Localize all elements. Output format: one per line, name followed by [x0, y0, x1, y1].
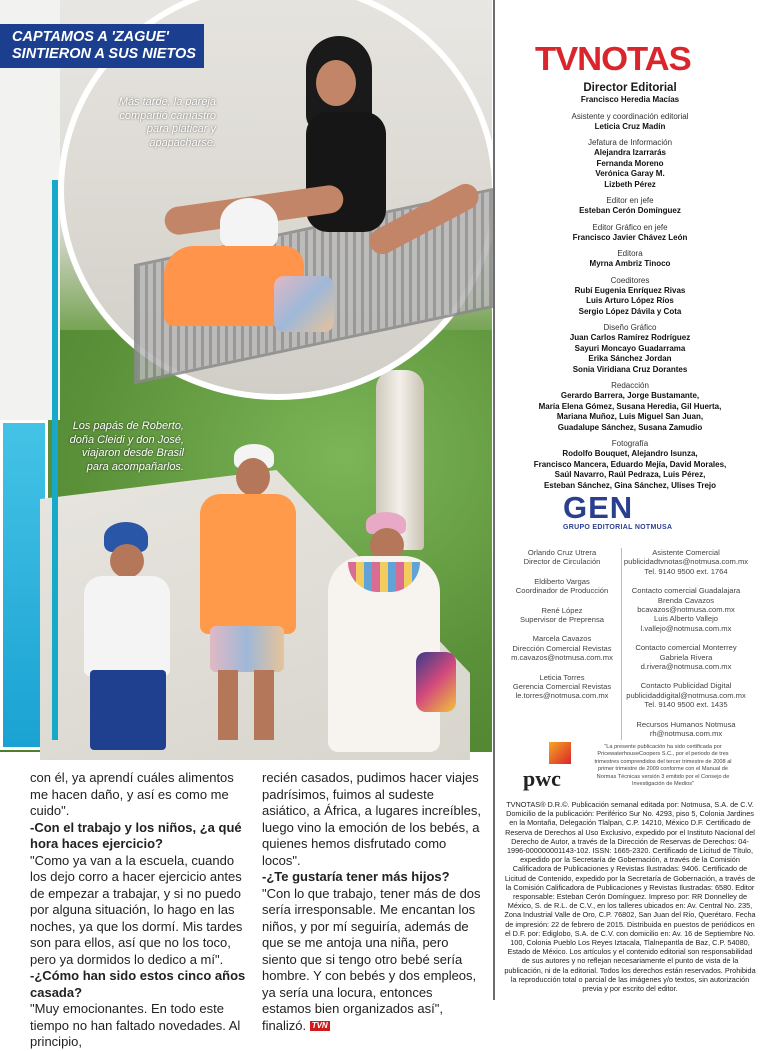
contact-line: rh@notmusa.com.mx [649, 729, 723, 739]
caption-inset: Más tarde, la pareja compartió camastro para platicar y apapacharse. [118, 96, 216, 149]
contact-group [623, 548, 749, 576]
pwc-logo-mark [549, 742, 571, 764]
staff-name: Gerardo Barrera, Jorge Bustamante, [560, 391, 700, 400]
staff-name: Rodolfo Bouquet, Alejandro Isunza, [562, 449, 698, 458]
contact-line: l.vallejo@notmusa.com.mx [640, 623, 732, 633]
contact-line: d.rivera@notmusa.com.mx [640, 662, 732, 672]
pwc-certification-note: "La presente publicación ha sido certificada por PricewaterhouseCoopers S.C., por el periodo de tres trimestres comprendidos del tercer trimestre de 2008 al primer trimestre de 2009 conforme con el Manual de Normas Técnicas versión 3 emitido por el Consejo de Investigación de Medios" [594, 744, 732, 788]
headline-banner: CAPTAMOS A 'ZAGUE' SINTIERON A SUS NIETOS [0, 24, 204, 68]
gen-logo-word: GEN [563, 490, 634, 525]
staff-role: Asistente y coordinación editorial [571, 111, 689, 121]
main-photo [0, 0, 492, 752]
contact-line: publicidadtvnotas@notmusa.com.mx [623, 557, 749, 567]
staff-role: Editor Gráfico en jefe [592, 222, 668, 232]
staff-name: Sayuri Moncayo Guadarrama [574, 343, 686, 353]
article-column-1 [30, 770, 252, 1051]
contact-group [623, 586, 749, 633]
contact-group [503, 606, 621, 625]
caption-parents: Los papás de Roberto, doña Cleidi y don José, viajaron desde Brasil para acompañarlos. [69, 420, 184, 473]
contact-line: Gerencia Comercial Revistas [512, 682, 612, 692]
staff-name: Esteban Sánchez, Gina Sánchez, Ulises Trejo [543, 480, 717, 490]
man-white-cap [154, 186, 354, 386]
contact-line: Leticia Torres [539, 672, 585, 682]
contact-line: Gabriela Rivera [659, 652, 713, 662]
staff-name: Francisco Javier Chávez León [572, 232, 688, 242]
contacts-divider [621, 548, 622, 740]
person-blue-hat [72, 520, 182, 750]
staff-role: Coeditores [610, 275, 650, 285]
article-paragraph: con él, ya aprendí cuáles alimentos me hacen daño, y así es como me cuido". [30, 770, 234, 818]
article-paragraph: recién casados, pudimos hacer viajes padrísimos, fuimos al sudeste asiático, a África, a lugares increíbles, luego vino la emoción de los bebés, a quienes hemos disfrutado como locos". [262, 770, 481, 868]
gen-logo-subtitle: GRUPO EDITORIAL NOTMUSA [563, 524, 673, 531]
contact-line: Brenda Cavazos [657, 595, 715, 605]
contact-line: bcavazos@notmusa.com.mx [637, 605, 735, 615]
interview-question: -Con el trabajo y los niños, ¿a qué hora haces ejercicio? [30, 819, 242, 851]
staff-name: Fernanda Moreno [596, 158, 664, 168]
contact-group [623, 643, 749, 671]
contact-line: le.torres@notmusa.com.mx [515, 691, 609, 701]
contact-line: Orlando Cruz Utrera [527, 548, 597, 557]
contact-group [503, 673, 621, 701]
contact-line: publicidaddigital@notmusa.com.mx [626, 690, 746, 700]
contact-line: Contacto comercial Guadalajara [631, 586, 741, 596]
contact-line: Asistente Comercial [652, 548, 720, 557]
person-orange-shirt [196, 440, 306, 740]
pwc-logo-word: pwc [523, 766, 561, 791]
contact-line: Coordinador de Producción [515, 586, 609, 596]
staff-name: Alejandra Izarrarás [593, 148, 667, 157]
contact-group [503, 548, 621, 567]
staff-role: Jefatura de Información [587, 138, 673, 147]
accent-line [52, 180, 58, 740]
staff-name: Rubí Eugenia Enríquez Rivas [574, 285, 686, 295]
article-paragraph: "Como ya van a la escuela, cuando los dejo corro a hacer ejercicio antes de empezar a trabajar, y si no puedo por alguna situación, lo hago en las noches, ya que los dormí. Mis tardes son para ellos, así que no los toco, pero ya dormidos lo dedico a mí". [30, 852, 243, 967]
interview-question: -¿Te gustaría tener más hijos? [262, 869, 450, 884]
legal-notice: TVNOTAS® D.R.©. Publicación semanal editada por: Notmusa, S.A. de C.V. Domicilio de la publicación: Periférico Sur No. 4293, piso 5, Colonia Jardines en la Montaña, Delegación Tlalpan, C.P. 14210, México D.F. Certificado de Reserva de Derechos al Uso Exclusivo, expedido por el Instituto Nacional del Derecho de Autor, a través de la Dirección de Reservas de Derechos: 04-1996-000000001143-102. ISSN: 1665-2320. Certificado de Licitud de Título, expedido por la Secretaría de Gobernación, a través de la Comisión Calificadora de Publicaciones y Revistas Ilustradas: 9406. Certificado de Licitud de Contenido, expedido por la Secretaría de Gobernación, a través de la Comisión Calificadora de Publicaciones y Revistas Ilustradas: 6580. Editor responsable: Esteban Cerón Domínguez. Impreso por: RR Donnelley de México, S. de R.L. de C.V., en los talleres ubicados en: Av. Central No. 235, Zona Industrial Valle de Oro, C.P. 76802, San Juan del Río, Querétaro. Fecha de impresión: 22 de febrero de 2015. Distribuida en puestos de periódicos en el D.F. por: Ediglobo, S.A. de C.V. con domicilio en: Av. 16 de Septiembre No. 100, Colonia Pueblo Los Reyes Iztacala, Tlalnepantla de Baz, C.P. 54080, Estado de México. Los artículos y el contenido editorial son responsabilidad de sus autores y no reflejan necesariamente el punto de vista de la publicación, ni de la editorial. Todos los derechos están reservados. Prohibida la reproducción total o parcial de las imágenes y/o textos, sin autorización previa y por escrito del editor. [504, 800, 756, 994]
gen-logo [563, 492, 693, 536]
interview-question: -¿Cómo han sido estos cinco años casada? [30, 968, 246, 1000]
staff-name: María Elena Gómez, Susana Heredia, Gil Huerta, [538, 401, 722, 411]
staff-name: Lizbeth Pérez [604, 179, 656, 189]
staff-name: Verónica Garay M. [595, 169, 665, 178]
staff-name: Luis Arturo López Ríos [586, 296, 674, 305]
contacts-right [623, 548, 749, 749]
contact-group [623, 681, 749, 709]
staff-name: Sergio López Dávila y Cota [578, 306, 682, 316]
contact-line: Supervisor de Preprensa [520, 615, 604, 625]
director-title: Director Editorial [583, 82, 677, 94]
staff-list [497, 82, 763, 491]
staff-name: Guadalupe Sánchez, Susana Zamudio [557, 422, 703, 432]
article-paragraph: "Con lo que trabajo, tener más de dos sería irresponsable. Me encantan los niños, y por mí seguiría, además de que se me antoja una niña, pero siento que si tengo otro bebé sería hombre. Y con bebés y dos empleos, ya sería una locura, entonces estamos bien organizados así", finalizó. TVN [262, 885, 481, 1033]
contact-line: Tel. 9140 9500 ext. 1764 [644, 566, 728, 576]
staff-name: Erika Sánchez Jordan [588, 354, 672, 363]
tvnotas-logo: TVNOTAS [535, 40, 691, 77]
person-white-dress [308, 512, 458, 752]
pwc-logo [519, 742, 579, 792]
end-mark-icon: TVN [311, 1021, 328, 1031]
page-divider [493, 0, 495, 1000]
staff-name: Juan Carlos Ramírez Rodríguez [569, 333, 691, 342]
staff-name: Sonia Viridiana Cruz Dorantes [572, 364, 688, 374]
staff-role: Editor en jefe [606, 196, 654, 205]
staff-name: Saúl Navarro, Raúl Pedraza, Luis Pérez, [554, 470, 706, 479]
masthead-panel [497, 0, 763, 1000]
contact-line: Contacto comercial Monterrey [635, 643, 737, 653]
article-paragraph: "Muy emocionantes. En todo este tiempo no han faltado novedades. Al principio, [30, 1001, 241, 1049]
staff-role: Diseño Gráfico [603, 323, 657, 332]
article-column-2 [262, 770, 484, 1034]
contact-group [503, 634, 621, 662]
staff-name: Francisco Mancera, Eduardo Mejía, David Morales, [533, 459, 727, 469]
contact-line: Recursos Humanos Notmusa [636, 719, 736, 729]
staff-role: Redacción [611, 381, 649, 390]
staff-name: Myrna Ambriz Tinoco [589, 259, 671, 268]
staff-name: Leticia Cruz Madín [594, 121, 666, 131]
contact-line: Tel. 9140 9500 ext. 1435 [644, 700, 728, 710]
contact-line: Dirección Comercial Revistas [512, 643, 612, 653]
director-name: Francisco Heredia Macías [580, 95, 680, 104]
contact-group [503, 577, 621, 596]
contact-line: Eldiberto Vargas [534, 576, 590, 586]
contact-line: Luis Alberto Vallejo [653, 614, 719, 624]
staff-role: Fotografía [611, 439, 649, 448]
staff-name: Mariana Muñoz, Luis Miguel San Juan, [556, 412, 704, 421]
contact-group [623, 720, 749, 739]
contact-line: Director de Circulación [523, 557, 601, 567]
staff-role: Editora [617, 249, 643, 258]
contact-line: René López [541, 605, 583, 615]
contact-line: Marcela Cavazos [532, 634, 592, 644]
contact-line: m.cavazos@notmusa.com.mx [511, 653, 613, 663]
contacts-left [503, 548, 621, 711]
staff-name: Esteban Cerón Domínguez [579, 206, 681, 215]
contact-line: Contacto Publicidad Digital [640, 681, 732, 691]
